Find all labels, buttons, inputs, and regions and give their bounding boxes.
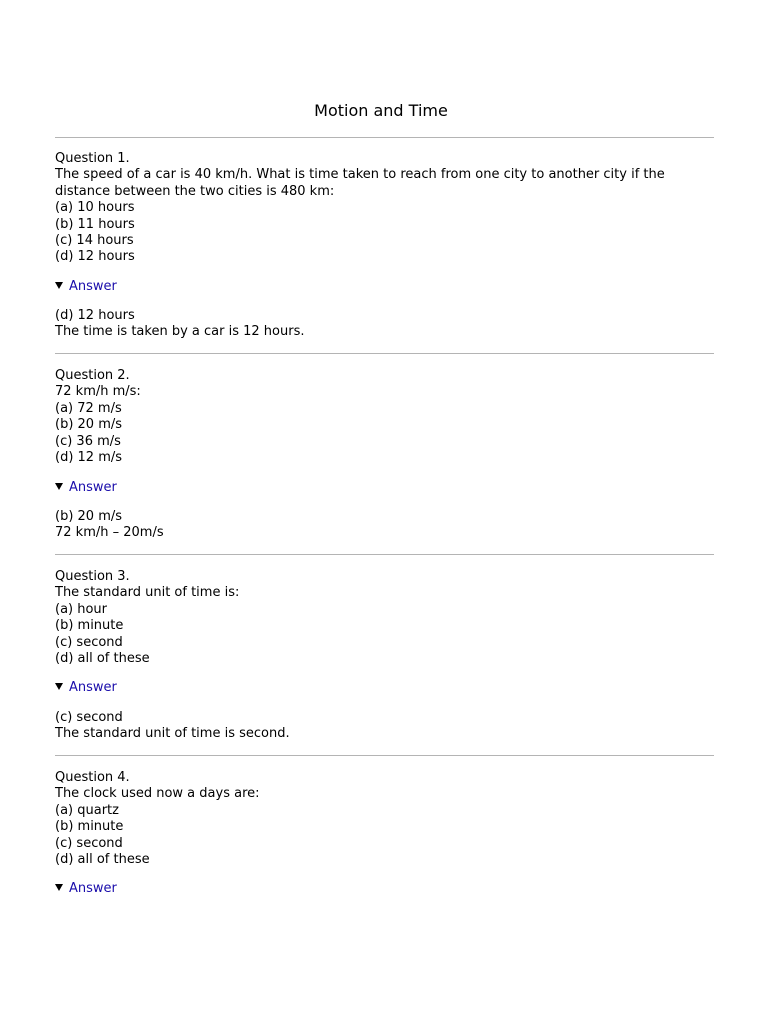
answer-choice: (b) 20 m/s xyxy=(55,509,123,524)
answer-choice: (d) 12 hours xyxy=(55,308,135,323)
option-c: (c) second xyxy=(55,634,123,650)
divider xyxy=(55,137,714,138)
divider xyxy=(55,755,714,756)
option-a: (a) 72 m/s xyxy=(55,400,122,416)
answer-explanation: 72 km/h – 20m/s xyxy=(55,525,164,541)
answer-explanation: The time is taken by a car is 12 hours. xyxy=(55,324,305,340)
question-number: Question 2. xyxy=(55,368,130,383)
option-d: (d) all of these xyxy=(55,852,150,868)
answer-link[interactable]: Answer xyxy=(69,680,117,695)
question-1 xyxy=(55,151,715,266)
triangle-down-icon xyxy=(55,483,63,490)
question-text: distance between the two cities is 480 km: xyxy=(55,183,335,199)
option-a: (a) hour xyxy=(55,601,108,617)
option-d: (d) 12 m/s xyxy=(55,450,123,466)
option-b: (b) minute xyxy=(55,618,124,634)
answer-1 xyxy=(55,308,715,341)
option-b: (b) 20 m/s xyxy=(55,417,123,433)
answer-2 xyxy=(55,509,715,542)
option-c: (c) 14 hours xyxy=(55,233,134,249)
question-text: The speed of a car is 40 km/h. What is time taken to reach from one city to another city if the xyxy=(55,167,665,183)
option-b: (b) 11 hours xyxy=(55,216,135,232)
answer-toggle[interactable] xyxy=(55,881,117,897)
option-c: (c) 36 m/s xyxy=(55,433,121,449)
question-2 xyxy=(55,368,715,466)
option-d: (d) 12 hours xyxy=(55,249,135,265)
answer-toggle[interactable] xyxy=(55,480,117,496)
question-text: The standard unit of time is: xyxy=(55,585,240,601)
question-text: The clock used now a days are: xyxy=(55,786,260,802)
answer-toggle[interactable] xyxy=(55,680,117,696)
answer-3 xyxy=(55,710,715,743)
question-4 xyxy=(55,770,715,868)
answer-link[interactable]: Answer xyxy=(69,881,117,896)
option-d: (d) all of these xyxy=(55,651,150,667)
question-3 xyxy=(55,569,715,667)
answer-link[interactable]: Answer xyxy=(69,480,117,495)
triangle-down-icon xyxy=(55,683,63,690)
answer-choice: (c) second xyxy=(55,710,123,725)
option-b: (b) minute xyxy=(55,819,124,835)
page-title: Motion and Time xyxy=(314,101,448,120)
option-a: (a) 10 hours xyxy=(55,200,135,216)
question-text: 72 km/h m/s: xyxy=(55,384,141,400)
answer-link[interactable]: Answer xyxy=(69,279,117,294)
option-a: (a) quartz xyxy=(55,802,119,818)
option-c: (c) second xyxy=(55,835,123,851)
triangle-down-icon xyxy=(55,282,63,289)
question-number: Question 1. xyxy=(55,151,130,166)
question-number: Question 4. xyxy=(55,770,130,785)
answer-explanation: The standard unit of time is second. xyxy=(55,726,290,742)
triangle-down-icon xyxy=(55,884,63,891)
question-number: Question 3. xyxy=(55,569,130,584)
divider xyxy=(55,554,714,555)
divider xyxy=(55,353,714,354)
answer-toggle[interactable] xyxy=(55,279,117,295)
